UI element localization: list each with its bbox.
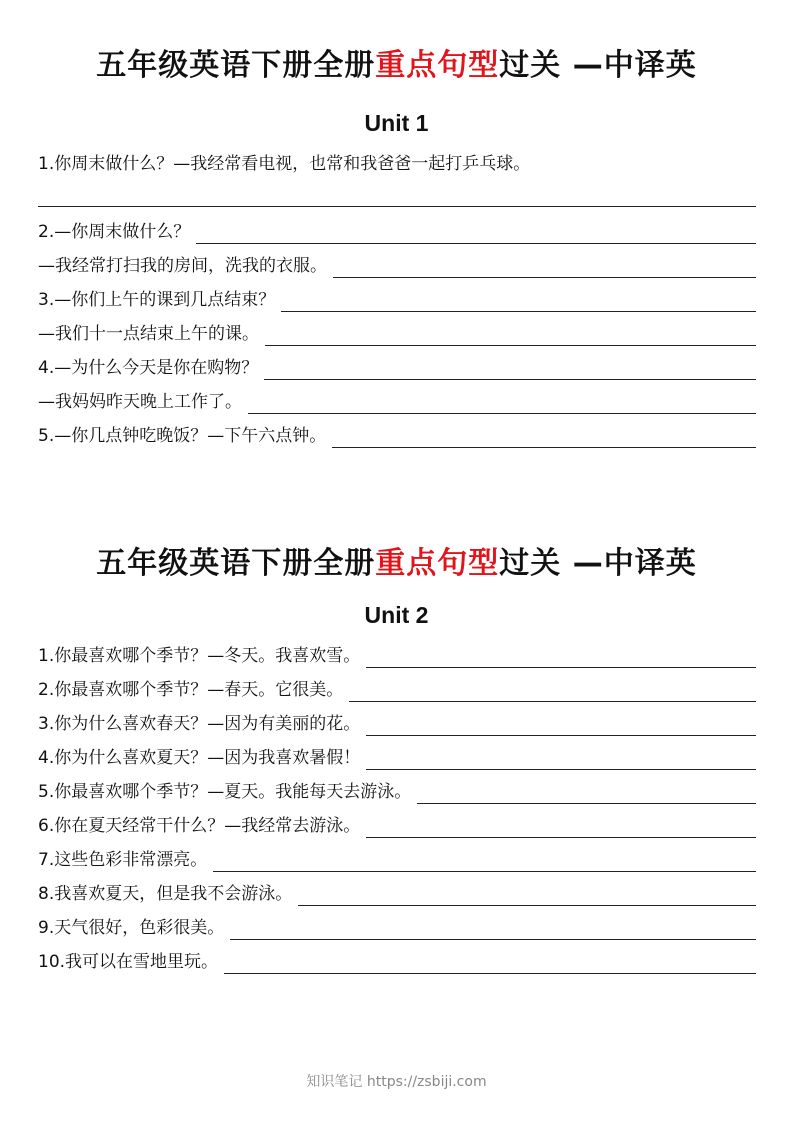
question-row (38, 388, 756, 414)
answer-line[interactable] (230, 938, 756, 940)
question-row (38, 846, 756, 872)
answer-line[interactable] (349, 700, 756, 702)
answer-line[interactable] (333, 276, 756, 278)
question-row (38, 150, 756, 176)
question-row (38, 880, 756, 906)
answer-line[interactable] (224, 972, 756, 974)
question-text: 1.你最喜欢哪个季节？—冬天。我喜欢雪。 (38, 646, 361, 666)
question-row (38, 286, 756, 312)
answer-line[interactable] (248, 412, 756, 414)
question-row (38, 642, 756, 668)
question-text: 5.你最喜欢哪个季节？—夏天。我能每天去游泳。 (38, 782, 412, 802)
question-text: —我们十一点结束上午的课。 (38, 324, 259, 344)
unit-heading-1: Unit 1 (364, 110, 429, 136)
question-text: 2.你最喜欢哪个季节？—春天。它很美。 (38, 680, 344, 700)
question-row (38, 218, 756, 244)
unit-heading-2: Unit 2 (364, 602, 429, 628)
question-text: 4.你为什么喜欢夏天？—因为我喜欢暑假！ (38, 748, 361, 768)
question-row (38, 676, 756, 702)
answer-line[interactable] (366, 734, 756, 736)
title-part-b: 过关 —中译英 (499, 546, 697, 581)
question-text: 10.我可以在雪地里玩。 (38, 952, 219, 972)
question-row (38, 744, 756, 770)
answer-line[interactable] (38, 206, 756, 207)
question-row (38, 948, 756, 974)
question-row (38, 252, 756, 278)
question-row (38, 422, 756, 448)
title-part-b: 过关 —中译英 (499, 48, 697, 83)
question-row (38, 914, 756, 940)
question-row (38, 812, 756, 838)
answer-line[interactable] (281, 310, 756, 312)
page-title-2 (0, 538, 793, 582)
page-title-1 (0, 40, 793, 84)
question-text: 3.—你们上午的课到几点结束？ (38, 290, 276, 310)
question-text: 8.我喜欢夏天，但是我不会游泳。 (38, 884, 293, 904)
question-text: —我经常打扫我的房间，洗我的衣服。 (38, 256, 327, 276)
question-text: 1.你周末做什么？—我经常看电视，也常和我爸爸一起打乒乓球。 (38, 154, 531, 174)
title-highlight: 重点句型 (375, 48, 500, 83)
question-text: 6.你在夏天经常干什么？—我经常去游泳。 (38, 816, 361, 836)
footer-watermark: 知识笔记 https://zsbiji.com (306, 1074, 487, 1090)
question-row (38, 320, 756, 346)
title-part-a: 五年级英语下册全册 (96, 48, 376, 83)
question-text: 3.你为什么喜欢春天？—因为有美丽的花。 (38, 714, 361, 734)
answer-line[interactable] (265, 344, 756, 346)
question-text: 7.这些色彩非常漂亮。 (38, 850, 208, 870)
question-text: 4.—为什么今天是你在购物？ (38, 358, 259, 378)
title-part-a: 五年级英语下册全册 (96, 546, 376, 581)
question-text: —我妈妈昨天晚上工作了。 (38, 392, 242, 412)
answer-line[interactable] (196, 242, 756, 244)
title-highlight: 重点句型 (375, 546, 500, 581)
answer-line[interactable] (366, 768, 756, 770)
question-row (38, 710, 756, 736)
answer-line[interactable] (417, 802, 756, 804)
question-row (38, 354, 756, 380)
answer-line[interactable] (366, 666, 756, 668)
answer-line[interactable] (332, 446, 756, 448)
question-text: 5.—你几点钟吃晚饭？—下午六点钟。 (38, 426, 327, 446)
answer-line[interactable] (298, 904, 756, 906)
question-text: 9.天气很好，色彩很美。 (38, 918, 225, 938)
question-row (38, 778, 756, 804)
answer-line[interactable] (213, 870, 756, 872)
answer-line[interactable] (264, 378, 756, 380)
question-text: 2.—你周末做什么？ (38, 222, 191, 242)
answer-line[interactable] (366, 836, 756, 838)
